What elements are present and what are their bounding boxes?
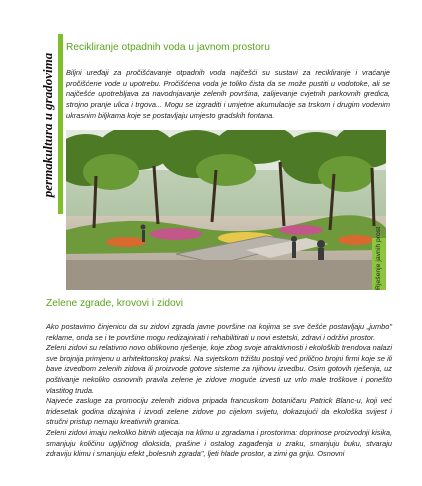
article2-body	[46, 322, 392, 460]
article2-paragraph: Zeleni zidovi su relativno novo oblikovno rješenje, koje zbog svoje atraktivnosti i ekološkib trendova nalazi sve brojnija primjenu u arhitektonskoj praksi. Na svjetskom tržištu postoji već prilično brojni firmi koje se ili bave izvedbom zelenih zidova ili proizvode gotove sisteme za njihovu izvedbu. Osim gotovih rješenja, uz poštivanje nekoliko osnovnih pravila zelene je zidove moguće izvesti uz vrlo male troškove i ponešto vlastitog truda.	[46, 343, 392, 395]
photo-caption-band	[372, 226, 386, 290]
article2-heading: Zelene zgrade, krovovi i zidovi	[46, 298, 184, 309]
section-label: permakultura u gradovima	[40, 52, 55, 198]
section-sidebar	[40, 40, 56, 210]
article1-paragraph: Biljni uređaji za pročišćavanje otpadnih voda najčešći su sustavi za recikliranje i vraćanje pročišćene vode u upotrebu. Pročišćena voda je toliko čista da se može pustiti u vodotoke, ali se najčešće upotrebljava za navodnjavanje zelenih površina, zalijevanje cvjetnih parkovnih gredica, strojno pranje ulica i trgova... Mogu se izgraditi i umjetne akumulacije sa trskom i drugim vodenim ukrasnim biljkama koje se postavljaju umjesto gradskih fontana.	[66, 68, 390, 120]
photo-caption: Rješenje javnih prost	[375, 226, 382, 290]
article1-heading: Recikliranje otpadnih voda u javnom prostoru	[66, 42, 270, 53]
article2-paragraph: Najveće zasluge za promociju zelenih zidova pripada francuskom botaničaru Patrick Blanc-u, koji već tridesetak godina dizajnira i izvodi zelene zidove po cijelom svijetu, dokazujući da ekološka svijest i stručni pristup nemaju kreativnih granica.	[46, 396, 392, 427]
accent-bar	[58, 34, 63, 214]
park-illustration	[66, 130, 386, 290]
article2-paragraph: Zeleni zidovi imaju nekoliko bitnih utjecaja na klimu u zgradama i prostorima: doprinose proizvodnji kisika, smanjuju količinu ugljičnog dioksida, prašine i ostalog zagađenja u zraku, smanjuju buku, stvaraju zdraviju klimu i smanjuju efekt „bolesnih zgrada", ljeti hlade prostor, a zimi ga griju. Osnovni	[46, 427, 392, 459]
article2-paragraph: Ako postavimo činjenicu da su zidovi zgrada javne površine na kojima se sve češće postavljaju „jumbo" reklame, onda se i te površine mogu redizajnirati i rehabilitirati u novi estetski, zdravi i održivi prostor.	[46, 322, 392, 342]
park-photo	[66, 130, 386, 290]
